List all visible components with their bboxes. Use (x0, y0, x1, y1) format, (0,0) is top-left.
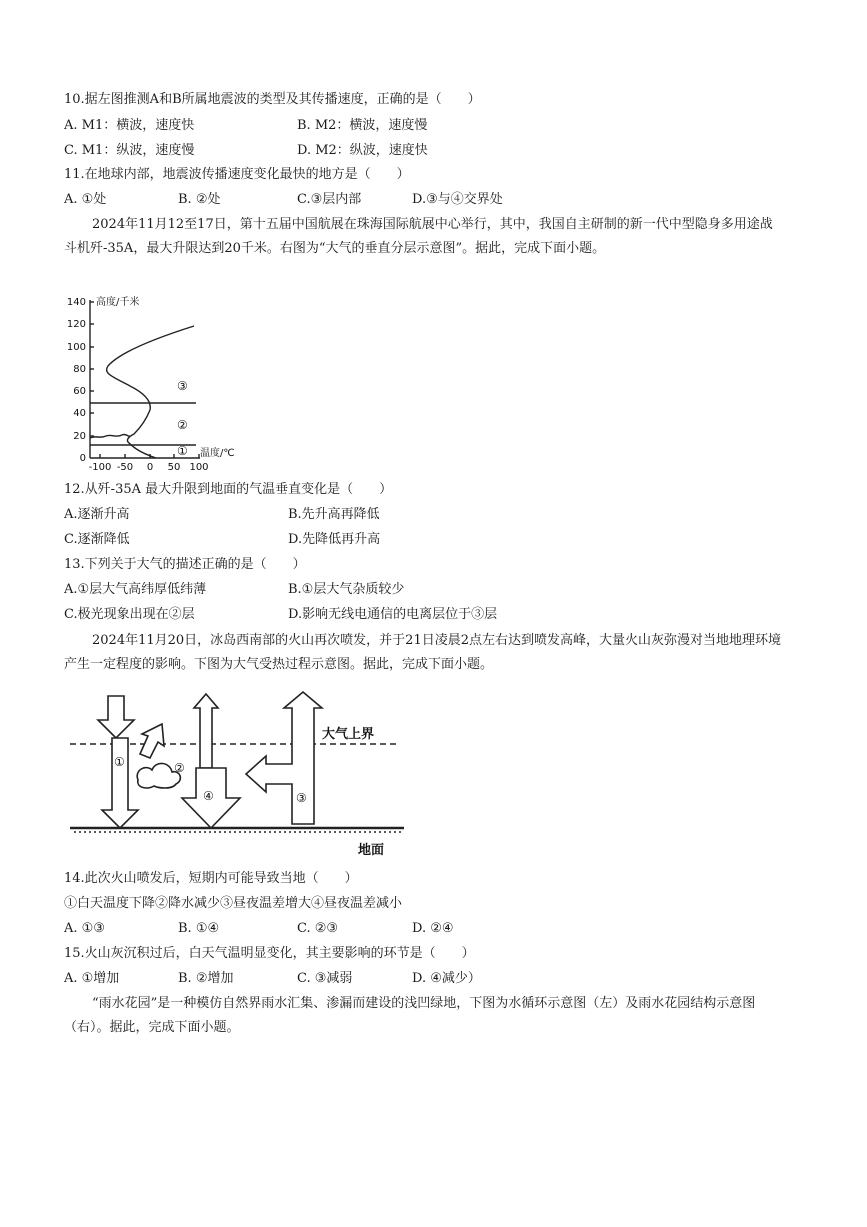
x-tick-100: 100 (189, 462, 209, 473)
atmospheric-heating-figure (66, 688, 411, 860)
q10-option-c: C. M1：纵波，速度慢 (64, 143, 195, 158)
q12-option-c: C.逐渐降低 (64, 532, 130, 547)
q13-stem: 13.下列关于大气的描述正确的是（ ） (64, 557, 306, 572)
q14-items: ①白天温度下降②降水减少③昼夜温差增大④昼夜温差减小 (64, 896, 403, 911)
q15-option-b: B. ②增加 (178, 971, 234, 986)
atmosphere-top-label: 大气上界 (322, 727, 375, 742)
y-tick-100: 100 (66, 342, 86, 353)
q14-option-a: A. ①③ (64, 921, 105, 936)
passage-volcano: 2024年11月20日，冰岛西南部的火山再次喷发，并于21日凌晨2点左右达到喷发高峰，大量火山灰弥漫对当地地理环境产生一定程度的影响。下图为大气受热过程示意图。据此，完成下面小题。 (64, 633, 781, 672)
arrow-2-label: ② (174, 761, 185, 775)
passage-aviation: 2024年11月12至17日，第十五届中国航展在珠海国际航展中心举行，其中，我国自主研制的新一代中型隐身多用途战斗机歼-35A，最大升限达到20千米。右图为“大气的垂直分层示意图”。据此，完成下面小题。 (64, 217, 773, 256)
x-tick-0: 0 (146, 462, 154, 473)
q11-option-b: B. ②处 (178, 192, 221, 207)
y-tick-0: 0 (79, 453, 86, 464)
q15-option-c: C. ③减弱 (297, 971, 353, 986)
y-tick-40: 40 (73, 408, 86, 419)
q15-option-d: D. ④减少） (412, 971, 481, 986)
q15-stem: 15.火山灰沉积过后，白天气温明显变化，其主要影响的环节是（ ） (64, 946, 475, 961)
y-tick-80: 80 (73, 364, 86, 375)
ground-label: 地面 (358, 843, 385, 858)
q10-stem: 10.据左图推测A和B所属地震波的类型及其传播速度，正确的是（ ） (64, 92, 481, 107)
x-tick-minus100: -100 (88, 462, 112, 473)
q13-option-a: A.①层大气高纬厚低纬薄 (64, 582, 207, 597)
atmosphere-layers-figure (60, 292, 260, 474)
x-tick-minus50: -50 (116, 462, 134, 473)
arrow-4-label: ④ (203, 789, 214, 803)
q13-option-d: D.影响无线电通信的电离层位于③层 (288, 607, 498, 622)
y-tick-140: 140 (66, 297, 86, 308)
q14-option-d: D. ②④ (412, 921, 454, 936)
passage-rain-garden: “雨水花园”是一种模仿自然界雨水汇集、渗漏而建设的浅凹绿地，下图为水循环示意图（左）及雨水花园结构示意图（右）。据此，完成下面小题。 (64, 996, 756, 1035)
q12-option-a: A.逐渐升高 (64, 507, 130, 522)
q10-option-a: A. M1：横波，速度快 (64, 118, 195, 133)
q14-option-c: C. ②③ (297, 921, 339, 936)
q10-option-d: D. M2：纵波，速度快 (297, 143, 428, 158)
q15-option-a: A. ①增加 (64, 971, 120, 986)
q11-option-d: D.③与④交界处 (412, 192, 503, 207)
q12-option-d: D.先降低再升高 (288, 532, 381, 547)
q14-option-b: B. ①④ (178, 921, 220, 936)
layer-3-label: ③ (177, 379, 188, 393)
q13-option-c: C.极光现象出现在②层 (64, 607, 195, 622)
q10-option-b: B. M2：横波，速度慢 (297, 118, 428, 133)
q11-option-a: A. ①处 (64, 192, 107, 207)
layer-2-label: ② (177, 418, 188, 432)
q13-option-b: B.①层大气杂质较少 (288, 582, 405, 597)
q12-option-b: B.先升高再降低 (288, 507, 380, 522)
q11-option-c: C.③层内部 (297, 192, 362, 207)
arrow-3-label: ③ (296, 791, 307, 805)
x-axis-title: 温度/℃ (200, 448, 235, 459)
x-tick-50: 50 (167, 462, 181, 473)
y-axis-title: 高度/千米 (96, 297, 140, 308)
layer-1-label: ① (177, 444, 188, 458)
arrow-1-label: ① (114, 755, 125, 769)
y-tick-120: 120 (66, 319, 86, 330)
q14-stem: 14.此次火山喷发后，短期内可能导致当地（ ） (64, 871, 358, 886)
y-tick-60: 60 (73, 386, 86, 397)
q11-stem: 11.在地球内部，地震波传播速度变化最快的地方是（ ） (64, 167, 410, 182)
q12-stem: 12.从歼-35A 最大升限到地面的气温垂直变化是（ ） (64, 482, 393, 497)
y-tick-20: 20 (73, 431, 86, 442)
